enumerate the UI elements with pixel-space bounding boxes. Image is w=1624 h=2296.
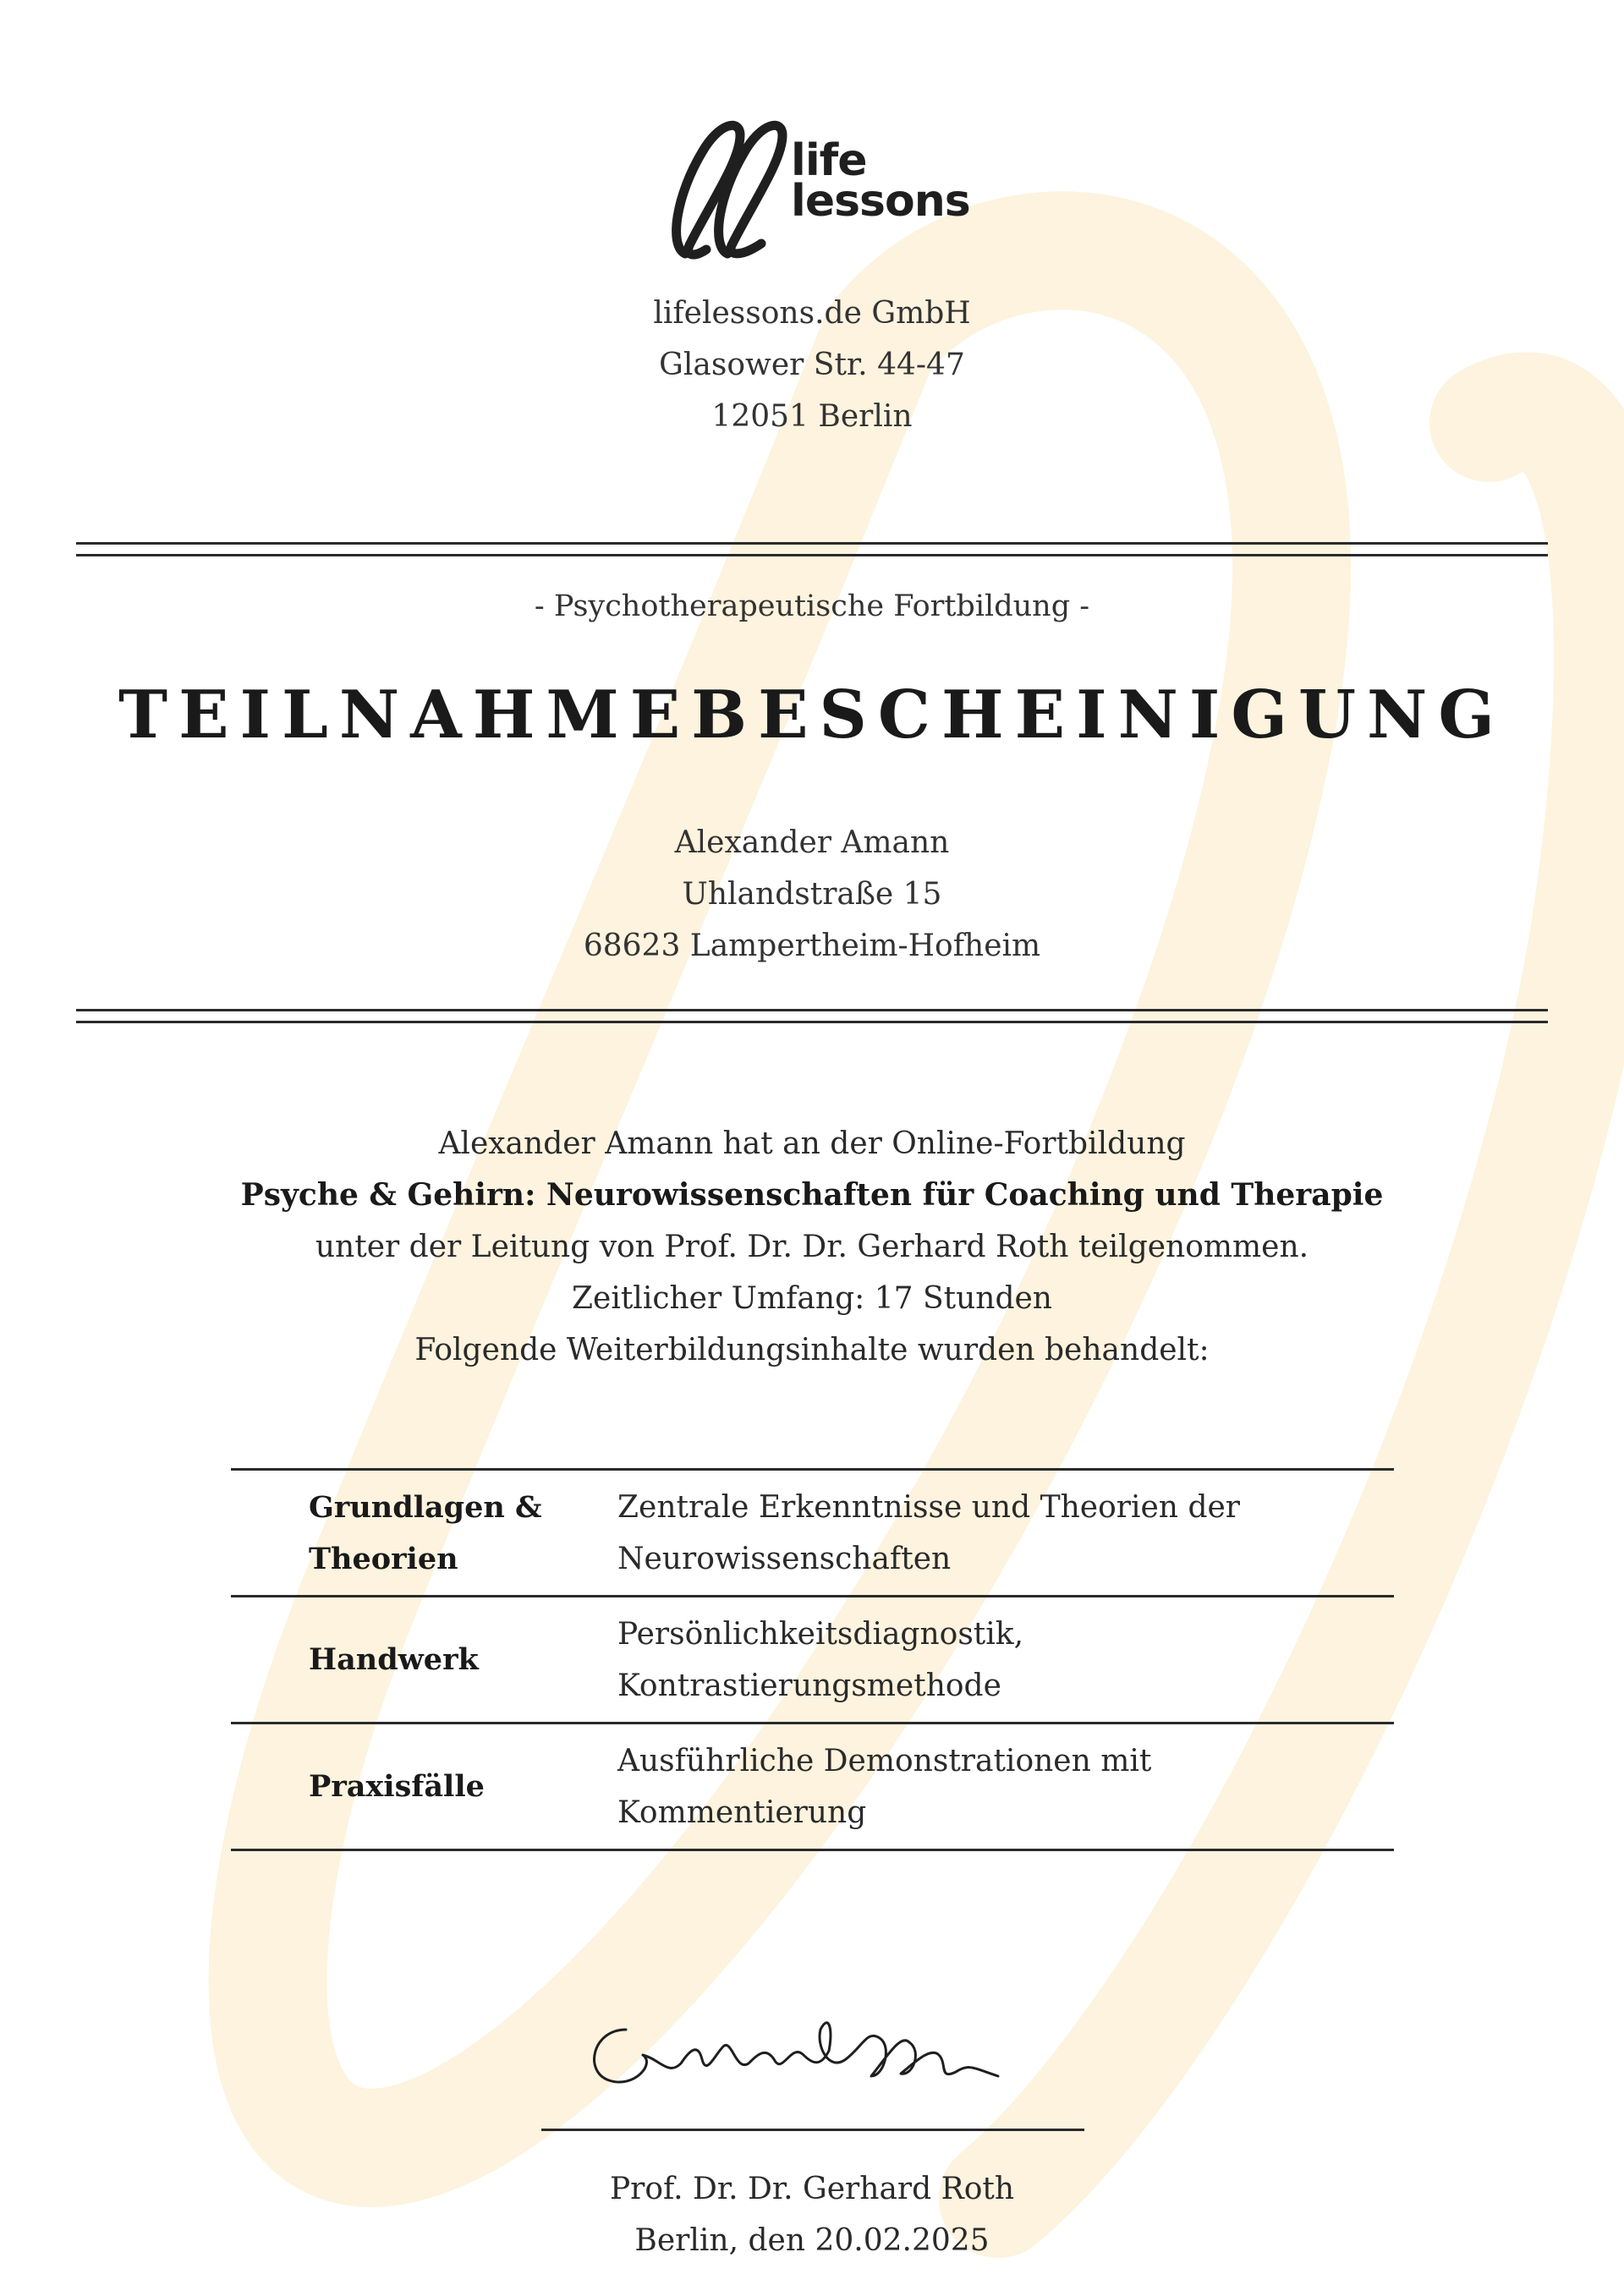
table-row (231, 1471, 1394, 1597)
topic-description (617, 1735, 1394, 1838)
issuer-address (0, 288, 1624, 442)
logo-line-2: lessons (791, 176, 970, 227)
topics-table (231, 1468, 1394, 1851)
certificate-title: TEILNAHMEBESCHEINIGUNG (118, 677, 1506, 753)
issuer-company: lifelessons.de GmbH (653, 296, 971, 331)
table-row (231, 1597, 1394, 1724)
topic-desc-line: Ausführliche Demonstrationen mit (617, 1743, 1152, 1778)
body-line-5: Folgende Weiterbildungsinhalte wurden behandelt: (414, 1333, 1210, 1367)
certificate-subtitle: - Psychotherapeutische Fortbildung - (534, 589, 1090, 623)
topic-title (231, 1482, 617, 1585)
body-line-4: Zeitlicher Umfang: 17 Stunden (572, 1281, 1052, 1316)
signer-block (0, 2163, 1624, 2266)
table-row (231, 1724, 1394, 1851)
topic-desc-line: Persönlichkeitsdiagnostik, (617, 1616, 1024, 1652)
body-line-3: unter der Leitung von Prof. Dr. Dr. Gerhard Roth teilgenommen. (315, 1230, 1309, 1264)
topic-desc-line: Zentrale Erkenntnisse und Theorien der (617, 1489, 1240, 1525)
course-title: Psyche & Gehirn: Neurowissenschaften für Coaching und Therapie (240, 1177, 1384, 1213)
recipient-name: Alexander Amann (674, 825, 950, 860)
recipient-street: Uhlandstraße 15 (682, 877, 942, 912)
signature-line (541, 2129, 1084, 2131)
topic-title-line: Theorien (309, 1541, 458, 1576)
logo-wordmark (791, 135, 970, 227)
topic-title-line: Praxisfälle (309, 1769, 485, 1804)
recipient-city: 68623 Lampertheim-Hofheim (583, 929, 1041, 963)
topic-title (231, 1761, 617, 1812)
topic-title-line: Handwerk (309, 1642, 479, 1677)
topic-desc-line: Kontrastierungsmethode (617, 1668, 1001, 1703)
topic-description (617, 1608, 1394, 1712)
signer-name: Prof. Dr. Dr. Gerhard Roth (609, 2172, 1015, 2206)
double-rule-bottom (76, 1009, 1548, 1023)
topic-title-line: Grundlagen & (309, 1489, 542, 1525)
double-rule-top (76, 542, 1548, 556)
signature-place-date: Berlin, den 20.02.2025 (634, 2223, 990, 2258)
certificate-body (0, 1118, 1624, 1376)
topic-title (231, 1634, 617, 1685)
topic-desc-line: Kommentierung (617, 1795, 867, 1830)
topic-description (617, 1482, 1394, 1585)
issuer-city: 12051 Berlin (711, 399, 913, 434)
recipient-address (0, 817, 1624, 972)
logo-line-1: life (791, 135, 867, 186)
issuer-street: Glasower Str. 44-47 (659, 348, 965, 382)
topic-desc-line: Neurowissenschaften (617, 1541, 952, 1576)
body-line-1: Alexander Amann hat an der Online-Fortbildung (438, 1126, 1186, 1161)
handwritten-signature (575, 1996, 1049, 2097)
